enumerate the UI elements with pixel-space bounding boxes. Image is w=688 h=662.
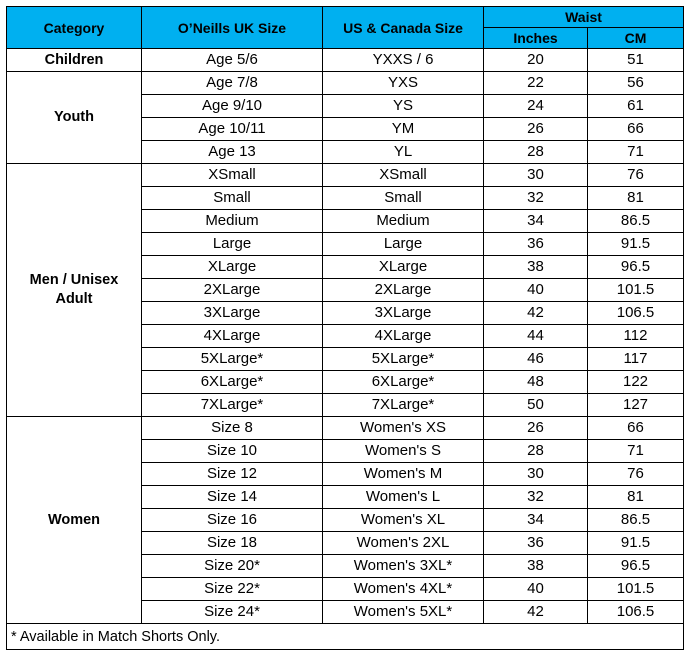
uk-size-cell: Size 22* xyxy=(142,578,323,601)
us-size-cell: Medium xyxy=(323,210,484,233)
table-header xyxy=(7,7,684,49)
waist-inches-cell: 40 xyxy=(484,578,588,601)
us-size-cell: Women's XL xyxy=(323,509,484,532)
us-size-cell: Women's XS xyxy=(323,417,484,440)
uk-size-cell: 7XLarge* xyxy=(142,394,323,417)
uk-size-cell: Size 12 xyxy=(142,463,323,486)
waist-inches-cell: 28 xyxy=(484,141,588,164)
waist-cm-cell: 51 xyxy=(588,49,684,72)
category-label: Children xyxy=(44,51,104,68)
waist-cm-cell: 86.5 xyxy=(588,509,684,532)
header-category: Category xyxy=(7,7,142,49)
uk-size-cell: Age 10/11 xyxy=(142,118,323,141)
us-size-cell: Women's 4XL* xyxy=(323,578,484,601)
waist-cm-cell: 91.5 xyxy=(588,532,684,555)
us-size-cell: 2XLarge xyxy=(323,279,484,302)
table-row xyxy=(7,49,684,72)
uk-size-cell: Size 14 xyxy=(142,486,323,509)
us-size-cell: XSmall xyxy=(323,164,484,187)
waist-inches-cell: 34 xyxy=(484,210,588,233)
waist-inches-cell: 42 xyxy=(484,601,588,624)
waist-inches-cell: 26 xyxy=(484,417,588,440)
header-us-size: US & Canada Size xyxy=(323,7,484,49)
us-size-cell: Large xyxy=(323,233,484,256)
waist-cm-cell: 76 xyxy=(588,463,684,486)
us-size-cell: 4XLarge xyxy=(323,325,484,348)
waist-inches-cell: 38 xyxy=(484,256,588,279)
us-size-cell: XLarge xyxy=(323,256,484,279)
uk-size-cell: Large xyxy=(142,233,323,256)
waist-cm-cell: 71 xyxy=(588,440,684,463)
us-size-cell: 6XLarge* xyxy=(323,371,484,394)
waist-cm-cell: 106.5 xyxy=(588,601,684,624)
uk-size-cell: Size 18 xyxy=(142,532,323,555)
waist-inches-cell: 20 xyxy=(484,49,588,72)
waist-inches-cell: 24 xyxy=(484,95,588,118)
waist-inches-cell: 28 xyxy=(484,440,588,463)
waist-cm-cell: 56 xyxy=(588,72,684,95)
waist-inches-cell: 42 xyxy=(484,302,588,325)
us-size-cell: YM xyxy=(323,118,484,141)
table-body xyxy=(7,49,684,624)
size-chart-table xyxy=(6,6,684,650)
waist-inches-cell: 26 xyxy=(484,118,588,141)
footnote: * Available in Match Shorts Only. xyxy=(7,624,684,650)
uk-size-cell: Size 16 xyxy=(142,509,323,532)
header-waist: Waist xyxy=(484,7,684,28)
waist-cm-cell: 66 xyxy=(588,417,684,440)
waist-inches-cell: 32 xyxy=(484,486,588,509)
uk-size-cell: 6XLarge* xyxy=(142,371,323,394)
header-inches: Inches xyxy=(484,28,588,49)
waist-inches-cell: 38 xyxy=(484,555,588,578)
waist-inches-cell: 30 xyxy=(484,463,588,486)
waist-inches-cell: 50 xyxy=(484,394,588,417)
waist-cm-cell: 91.5 xyxy=(588,233,684,256)
waist-inches-cell: 48 xyxy=(484,371,588,394)
category-cell xyxy=(7,49,142,72)
waist-cm-cell: 96.5 xyxy=(588,555,684,578)
us-size-cell: Women's L xyxy=(323,486,484,509)
header-cm: CM xyxy=(588,28,684,49)
us-size-cell: Women's 3XL* xyxy=(323,555,484,578)
waist-inches-cell: 46 xyxy=(484,348,588,371)
category-cell xyxy=(7,164,142,417)
us-size-cell: YXS xyxy=(323,72,484,95)
waist-cm-cell: 117 xyxy=(588,348,684,371)
category-label: Youth xyxy=(54,109,94,125)
table-row xyxy=(7,72,684,95)
uk-size-cell: 5XLarge* xyxy=(142,348,323,371)
waist-inches-cell: 36 xyxy=(484,233,588,256)
table-row xyxy=(7,417,684,440)
waist-cm-cell: 66 xyxy=(588,118,684,141)
us-size-cell: YL xyxy=(323,141,484,164)
waist-inches-cell: 36 xyxy=(484,532,588,555)
uk-size-cell: Size 8 xyxy=(142,417,323,440)
waist-cm-cell: 76 xyxy=(588,164,684,187)
category-label: Adult xyxy=(55,291,93,307)
category-label: Men / Unisex xyxy=(29,272,119,288)
uk-size-cell: Size 20* xyxy=(142,555,323,578)
table-row xyxy=(7,164,684,187)
waist-cm-cell: 122 xyxy=(588,371,684,394)
waist-cm-cell: 101.5 xyxy=(588,279,684,302)
waist-cm-cell: 112 xyxy=(588,325,684,348)
waist-cm-cell: 106.5 xyxy=(588,302,684,325)
waist-inches-cell: 34 xyxy=(484,509,588,532)
waist-cm-cell: 71 xyxy=(588,141,684,164)
uk-size-cell: XSmall xyxy=(142,164,323,187)
us-size-cell: 3XLarge xyxy=(323,302,484,325)
us-size-cell: 5XLarge* xyxy=(323,348,484,371)
waist-inches-cell: 32 xyxy=(484,187,588,210)
uk-size-cell: Medium xyxy=(142,210,323,233)
category-cell xyxy=(7,72,142,164)
category-label: Women xyxy=(47,511,101,528)
us-size-cell: YS xyxy=(323,95,484,118)
header-uk-size: O’Neills UK Size xyxy=(142,7,323,49)
uk-size-cell: Size 24* xyxy=(142,601,323,624)
waist-cm-cell: 81 xyxy=(588,187,684,210)
uk-size-cell: Age 7/8 xyxy=(142,72,323,95)
waist-inches-cell: 44 xyxy=(484,325,588,348)
uk-size-cell: 4XLarge xyxy=(142,325,323,348)
us-size-cell: Women's S xyxy=(323,440,484,463)
us-size-cell: 7XLarge* xyxy=(323,394,484,417)
waist-inches-cell: 22 xyxy=(484,72,588,95)
us-size-cell: Women's 2XL xyxy=(323,532,484,555)
waist-cm-cell: 101.5 xyxy=(588,578,684,601)
waist-cm-cell: 127 xyxy=(588,394,684,417)
uk-size-cell: Small xyxy=(142,187,323,210)
waist-cm-cell: 96.5 xyxy=(588,256,684,279)
waist-cm-cell: 81 xyxy=(588,486,684,509)
uk-size-cell: Age 9/10 xyxy=(142,95,323,118)
us-size-cell: Small xyxy=(323,187,484,210)
uk-size-cell: Size 10 xyxy=(142,440,323,463)
uk-size-cell: Age 5/6 xyxy=(142,49,323,72)
uk-size-cell: 2XLarge xyxy=(142,279,323,302)
waist-inches-cell: 40 xyxy=(484,279,588,302)
us-size-cell: Women's M xyxy=(323,463,484,486)
uk-size-cell: 3XLarge xyxy=(142,302,323,325)
us-size-cell: Women's 5XL* xyxy=(323,601,484,624)
uk-size-cell: XLarge xyxy=(142,256,323,279)
category-cell xyxy=(7,417,142,624)
waist-cm-cell: 61 xyxy=(588,95,684,118)
waist-inches-cell: 30 xyxy=(484,164,588,187)
waist-cm-cell: 86.5 xyxy=(588,210,684,233)
us-size-cell: YXXS / 6 xyxy=(323,49,484,72)
uk-size-cell: Age 13 xyxy=(142,141,323,164)
